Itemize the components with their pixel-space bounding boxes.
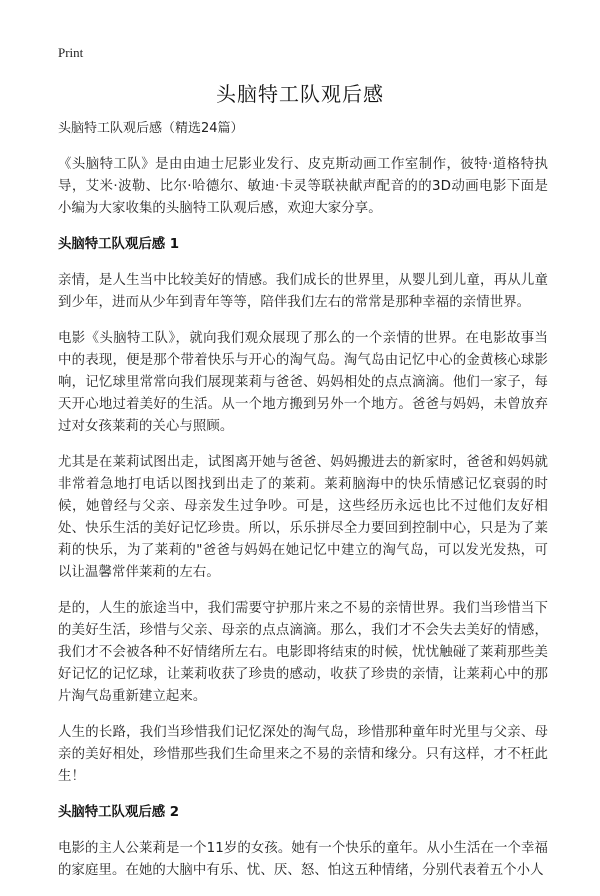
article-body [58,118,548,896]
paragraph: 人生的长路，我们当珍惜我们记忆深处的淘气岛，珍惜那种童年时光里与父亲、母亲的美好相处，珍惜那些我们生命里来之不易的亲情和缘分。只有这样，才不枉此生！ [58,725,548,784]
section-heading: 头脑特工队观后感 1 [58,237,180,252]
article-subtitle: 头脑特工队观后感（精选24篇） [58,121,244,136]
paragraph: 电影的主人公莱莉是一个11岁的女孩。她有一个快乐的童年。从小生活在一个幸福的家庭里。在她的大脑中有乐、忧、厌、怒、怕这五种情绪，分别代表着五个小人 [58,841,548,878]
page-title: 头脑特工队观后感 [216,82,384,106]
paragraph: 尤其是在莱莉试图出走，试图离开她与爸爸、妈妈搬进去的新家时，爸爸和妈妈就非常着急地打电话以图找到出走了的莱莉。莱莉脑海中的快乐情感记忆衰弱的时候，她曾经与父亲、母亲发生过争吵。可是，这些经历永远也比不过他们友好相处、快乐生活的美好记忆珍贵。所以，乐乐拼尽全力要回到控制中心，只是为了莱莉的快乐，为了莱莉的"爸爸与妈妈在她记忆中建立的淘气岛，可以发光发热，可以让温馨常伴莱莉的左右。 [58,455,548,580]
print-link[interactable]: Print [58,45,84,60]
paragraph: 是的，人生的旅途当中，我们需要守护那片来之不易的亲情世界。我们当珍惜当下的美好生活，珍惜与父亲、母亲的点点滴滴。那么，我们才不会失去美好的情感，我们才不会被各种不好情绪所左右。电影即将结束的时候，忧忧触碰了莱莉那些美好记忆的记忆球，让莱莉收获了珍贵的感动，收获了珍贵的亲情，让莱莉心中的那片淘气岛重新建立起来。 [58,601,548,704]
paragraph: 电影《头脑特工队》，就向我们观众展现了那么的一个亲情的世界。在电影故事当中的表现，便是那个带着快乐与开心的淘气岛。淘气岛由记忆中心的金黄核心球影响，记忆球里常常向我们展现莱莉与爸爸、妈妈相处的点点滴滴。他们一家子，每天开心地过着美好的生活。从一个地方搬到另外一个地方。爸爸与妈妈，未曾放弃过对女孩莱莉的关心与照顾。 [58,331,548,434]
section-heading: 头脑特工队观后感 2 [58,805,180,820]
paragraph: 亲情，是人生当中比较美好的情感。我们成长的世界里，从婴儿到儿童，再从儿童到少年，进而从少年到青年等等，陪伴我们左右的常常是那种幸福的亲情世界。 [58,273,548,310]
intro-paragraph: 《头脑特工队》是由由迪士尼影业发行、皮克斯动画工作室制作，彼特·道格特执导，艾米·波勒、比尔·哈德尔、敏迪·卡灵等联袂献声配音的的3D动画电影下面是小编为大家收集的头脑特工队观后感，欢迎大家分享。 [58,157,548,216]
